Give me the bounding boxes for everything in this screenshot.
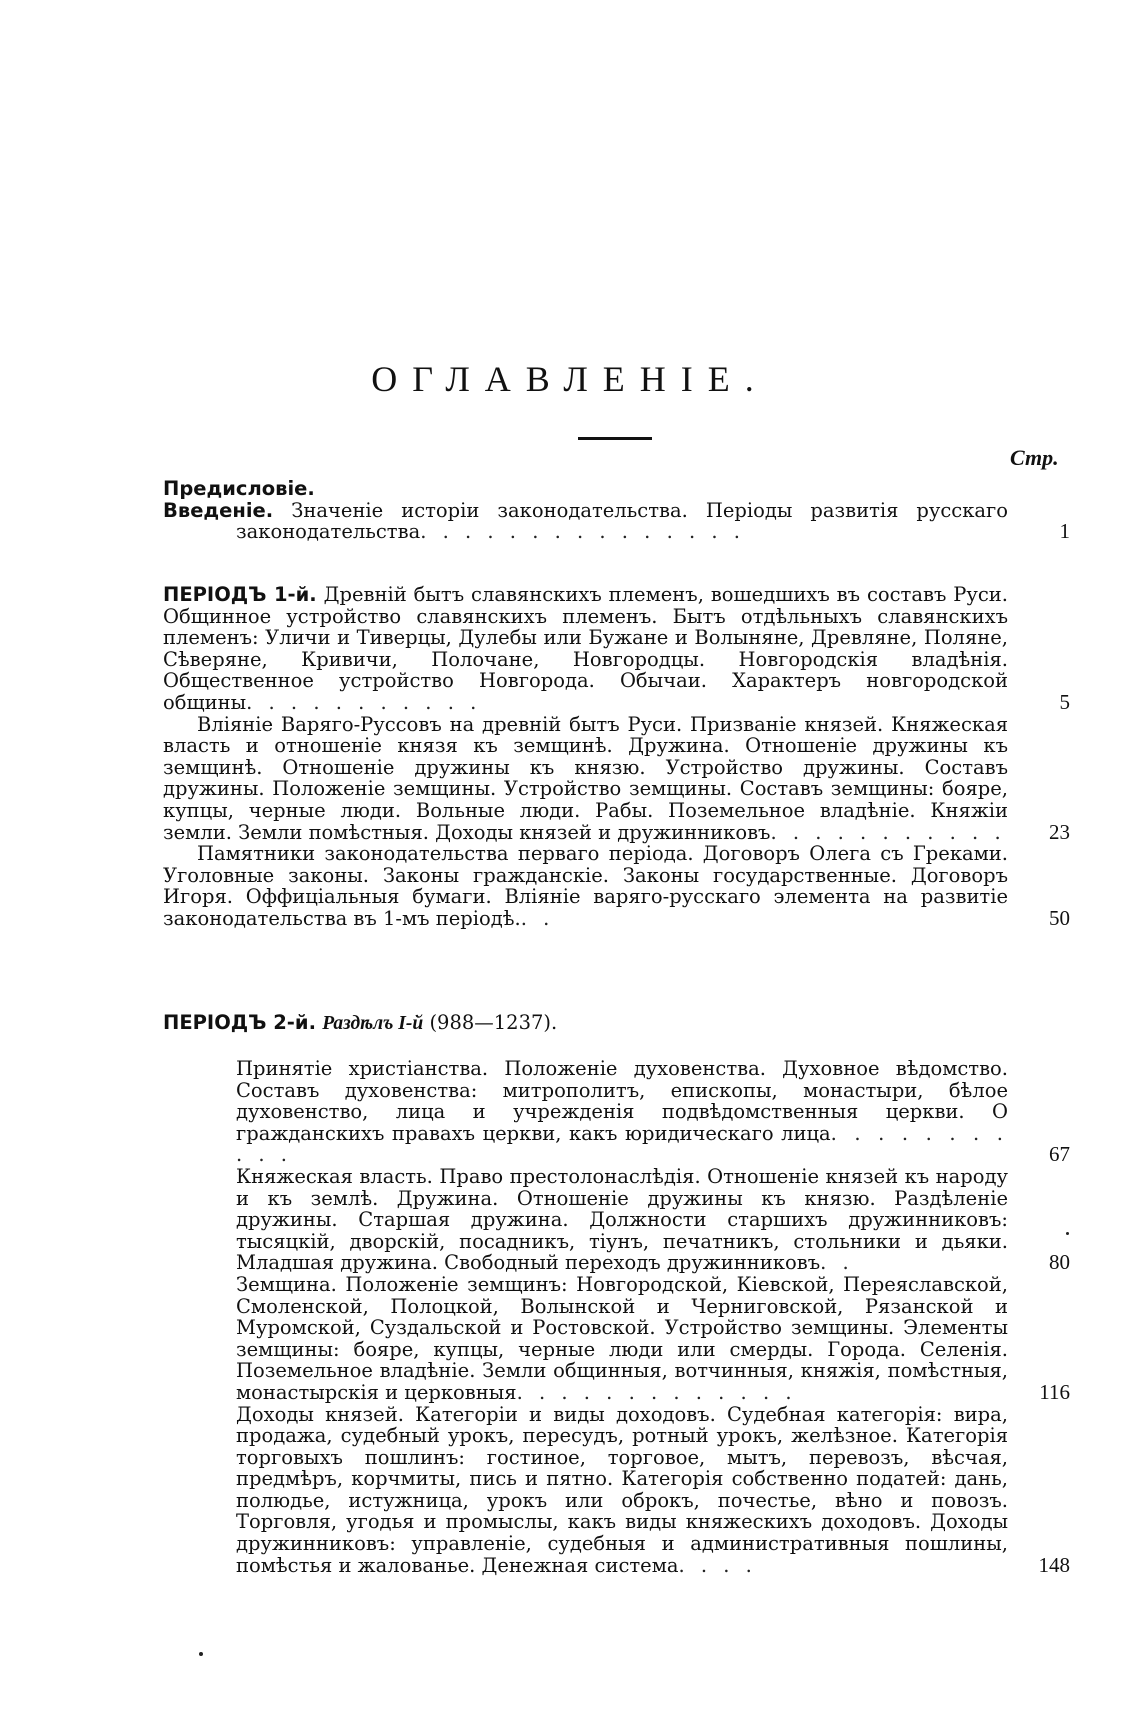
dot-leader: . . . . xyxy=(678,1553,757,1577)
page-number: 23 xyxy=(1049,819,1070,844)
toc-period-2-heading xyxy=(163,1012,1070,1035)
section-text: Вліяніе Варяго-Руссовъ на древній бытъ Руси. Призваніе князей. Княжеская власть и отношеніе князя къ земщинѣ. Дружина. Отношеніе дружины къ земщинѣ. Отношеніе дружины къ князю. Устройство дружины. Составъ дружины. Положеніе земщины. Устройство земщины. Составъ земщины: бояре, купцы, черные люди. Вольные люди. Рабы. Поземельное владѣніе. Княжіи земли. Земли помѣстныя. Доходы князей и дружинниковъ xyxy=(163,712,1008,844)
page-number: 116 xyxy=(1039,1379,1070,1404)
scan-speck xyxy=(1066,1232,1069,1235)
dot-leader: . . xyxy=(520,906,555,930)
dot-leader: . . . . . . . . . . . xyxy=(770,820,1006,844)
toc-entry-period2-s2 xyxy=(236,1166,1070,1274)
toc-period-2 xyxy=(163,1058,1070,1576)
page-title: ОГЛАВЛЕНІЕ. xyxy=(371,359,769,399)
section-text: Памятники законодательства перваго періода. Договоръ Олега съ Греками. Уголовные законы. Законы гражданскіе. Законы государственные. Договоръ Игоря. Оффиціальныя бумаги. Вліяніе варяго-русскаго элемента на развитіе законодательства въ 1-мъ періодѣ. xyxy=(163,842,1008,930)
period1-label: ПЕРІОДЪ 1-й. xyxy=(163,583,317,606)
page-number: 5 xyxy=(1059,689,1070,714)
toc-intro-block xyxy=(163,478,1070,543)
toc-entry-preface xyxy=(163,478,1070,500)
page-number: 1 xyxy=(1059,519,1070,544)
toc-entry-introduction xyxy=(163,500,1070,543)
page-number: 50 xyxy=(1049,905,1070,930)
section-text: Доходы князей. Категоріи и виды доходовъ. Судебная категорія: вира, продажа, судебный урокъ, пересудъ, ротный урокъ, желѣзное. Категорія торговыхъ пошлинъ: гостиное, торговое, мытъ, перевозъ, вѣсчая, предмѣръ, корчмиты, пись и пятно. Категорія собственно податей: дань, полюдье, истужница, урокъ или оброкъ, почестье, вѣно и повозъ. Торговля, угодья и промыслы, какъ виды княжескихъ доходовъ. Доходы дружинниковъ: управленіе, судебныя и административныя пошлины, помѣстья и жалованье. Денежная система xyxy=(236,1402,1008,1577)
page-number: 148 xyxy=(1038,1552,1070,1577)
toc-entry-period2-s1 xyxy=(236,1058,1070,1166)
section-text: Древній бытъ славянскихъ племенъ, вошедшихъ въ составъ Руси. Общинное устройство славянскихъ племенъ. Бытъ отдѣльныхъ славянскихъ племенъ: Уличи и Тиверцы, Дулебы или Бужане и Волыняне, Древляне, Поляне, Сѣверяне, Кривичи, Полочане, Новгородцы. Новгородскія владѣнія. Общественное устройство Новгорода. Обычаи. Характеръ новгородской общины xyxy=(163,583,1008,714)
toc-entry-period1-s1 xyxy=(163,584,1070,714)
page-number: 67 xyxy=(1049,1142,1070,1167)
toc-entry-period2-s4 xyxy=(236,1404,1070,1577)
toc-entry-period1-s2 xyxy=(163,714,1070,844)
toc-period-1 xyxy=(163,584,1070,930)
period2-subtitle: Раздѣлъ I-й xyxy=(322,1013,424,1034)
introduction-text: Значеніе исторіи законодательства. Періоды развитія русскаго законодательства xyxy=(236,498,1009,544)
page-column-label: Стр. xyxy=(1010,445,1059,470)
period2-years: (988—1237). xyxy=(429,1011,558,1034)
title-divider xyxy=(578,437,652,440)
dot-leader: . . . . . . . . . . . . . . . xyxy=(420,520,745,544)
section-text: Земщина. Положеніе земщинъ: Новгородской, Кіевской, Переяславской, Смоленской, Полоцкой, Волынской и Черниговской, Рязанской и Муромской, Суздальской и Ростовской. Устройство земщины. Элементы земщины: бояре, купцы, черные люди или смерды. Города. Селенія. Поземельное владѣніе. Земли общинныя, вотчинныя, княжія, помѣстныя, монастырскія и церковныя xyxy=(236,1272,1008,1404)
toc-entry-period1-s3 xyxy=(163,843,1070,929)
dot-leader: . . . . . . . . . . . xyxy=(236,1121,1008,1167)
toc-entry-period2-s3 xyxy=(236,1274,1070,1404)
page-number: 80 xyxy=(1049,1250,1070,1275)
introduction-label: Введеніе. xyxy=(163,498,274,522)
preface-label: Предисловіе. xyxy=(163,477,315,500)
period2-label: ПЕРІОДЪ 2-й. xyxy=(163,1011,316,1034)
scan-speck xyxy=(199,1652,203,1656)
section-text: Княжеская власть. Право престолонаслѣдія. Отношеніе князей къ народу и къ землѣ. Дружина. Отношеніе дружины къ князю. Раздѣленіе дружины. Старшая дружина. Должности старшихъ дружинниковъ: тысяцкій, дворскій, посадникъ, тіунъ, печатникъ, стольники и дьяки. Младшая дружина. Свободный переходъ дружинниковъ xyxy=(236,1164,1008,1275)
dot-leader: . . xyxy=(820,1251,854,1275)
section-text: Принятіе христіанства. Положеніе духовенства. Духовное вѣдомство. Составъ духовенства: митрополитъ, епископы, монастыри, бѣлое духовенство, лица и учрежденія подвѣдомственныя церкви. О гражданскихъ правахъ церкви, какъ юридическаго лица xyxy=(236,1057,1008,1145)
dot-leader: . . . . . . . . . . . xyxy=(246,690,482,714)
dot-leader: . . . . . . . . . . . . . xyxy=(516,1380,797,1404)
